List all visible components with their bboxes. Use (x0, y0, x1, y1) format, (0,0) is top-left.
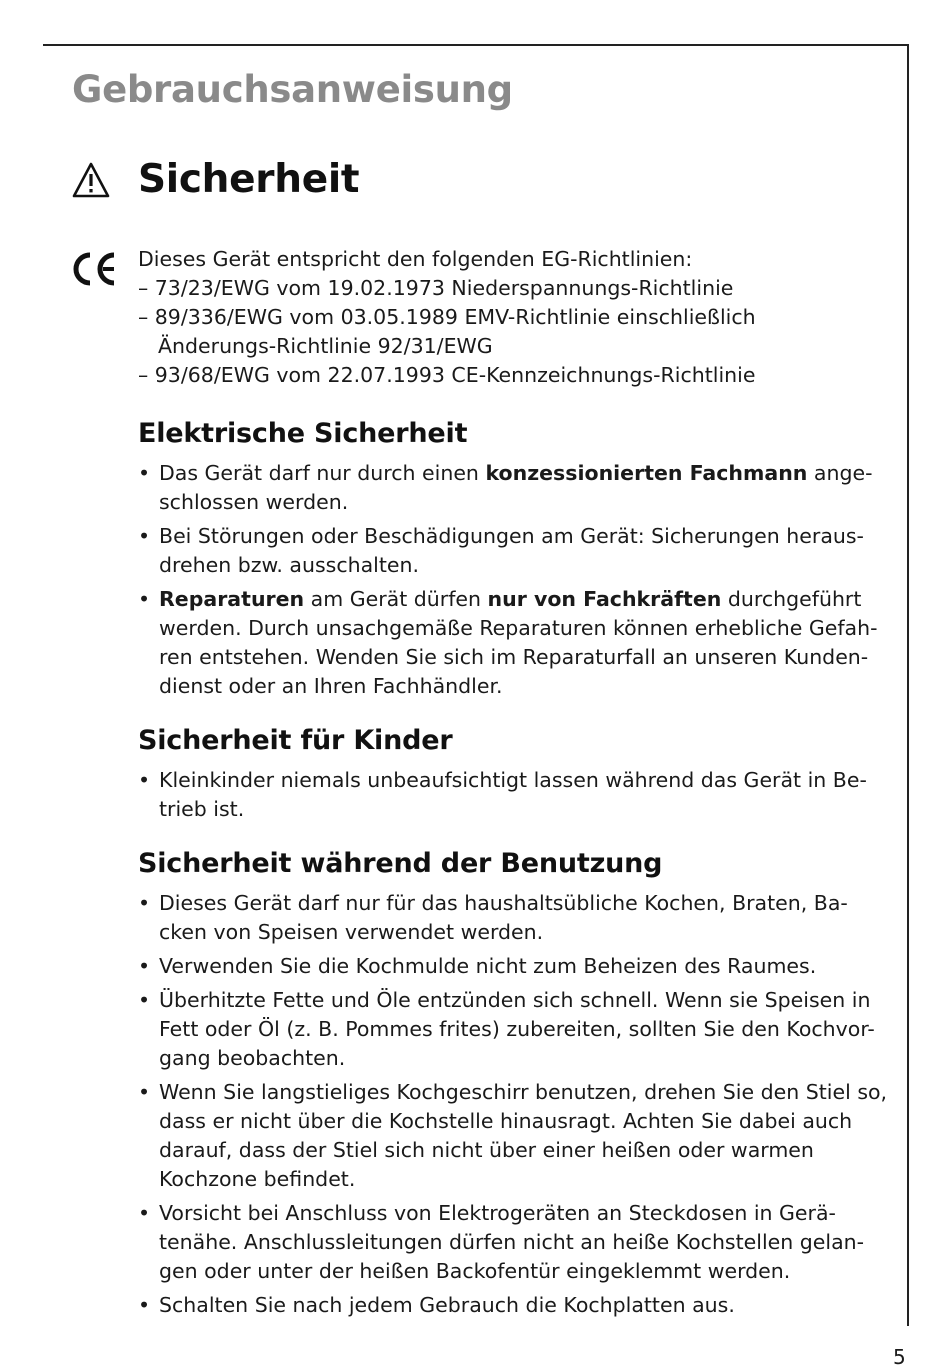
list-item (138, 1078, 890, 1194)
bullet-list (138, 766, 890, 824)
item-text: Überhitzte Fette und Öle entzünden sich schnell. Wenn sie Speisen in Fett oder Öl (z. B. Pommes frites) zubereiten, sollten Sie den Kochvor-gang beobachten. (159, 988, 875, 1070)
item-text: Das Gerät darf nur durch einen (159, 461, 486, 485)
subsections (138, 417, 890, 1320)
directive-item: – 93/68/EWG vom 22.07.1993 CE-Kennzeichnungs-Richtlinie (138, 363, 756, 387)
subsection-heading: Elektrische Sicherheit (138, 418, 468, 449)
item-text: am Gerät dürfen (304, 587, 488, 611)
item-text: Kleinkinder niemals unbeaufsichtigt lassen während das Gerät in Be-trieb ist. (159, 768, 867, 821)
item-text: Wenn Sie langstieliges Kochgeschirr benutzen, drehen Sie den Stiel so, dass er nicht über die Kochstelle hinausragt. Achten Sie dabei auch darauf, dass der Stiel sich nicht über einer heißen oder warmen Kochzone befindet. (159, 1080, 888, 1191)
content (138, 245, 890, 1325)
right-rule (907, 44, 909, 1326)
top-rule (43, 44, 909, 46)
list-item (138, 585, 890, 701)
emphasis-text: konzessionierten Fachmann (485, 461, 808, 485)
list-item (138, 459, 890, 517)
conformity-intro: Dieses Gerät entspricht den folgenden EG-Richtlinien: (138, 247, 693, 271)
document-title: Gebrauchsanweisung (72, 68, 513, 111)
list-item (138, 1291, 890, 1320)
item-text: Bei Störungen oder Beschädigungen am Gerät: Sicherungen heraus-drehen bzw. ausschalten. (159, 524, 864, 577)
conformity-statement (138, 245, 890, 390)
item-text: Dieses Gerät darf nur für das haushaltsübliche Kochen, Braten, Ba-cken von Speisen verwendet werden. (159, 891, 848, 944)
item-text: durchgeführt werden. Durch unsachgemäße Reparaturen können erhebliche Gefah-ren entstehen. Wenden Sie sich im Reparaturfall an unseren Kunden-dienst oder an Ihren Fachhändler. (159, 587, 878, 698)
page-number: 5 (893, 1345, 906, 1369)
item-text: ange-schlossen werden. (159, 461, 873, 514)
item-text: Verwenden Sie die Kochmulde nicht zum Beheizen des Raumes. (159, 954, 817, 978)
list-item (138, 1199, 890, 1286)
list-item (138, 952, 890, 981)
list-item (138, 766, 890, 824)
list-item (138, 889, 890, 947)
warning-triangle-icon (72, 162, 110, 198)
bullet-list (138, 889, 890, 1320)
list-item (138, 522, 890, 580)
directive-item: – 73/23/EWG vom 19.02.1973 Niederspannungs-Richtlinie (138, 276, 734, 300)
item-text: Vorsicht bei Anschluss von Elektrogeräten an Steckdosen in Gerä-tenähe. Anschlussleitungen dürfen nicht an heiße Kochstellen gelan-gen oder unter der heißen Backofentür eingeklemmt werden. (159, 1201, 865, 1283)
list-item (138, 986, 890, 1073)
subsection-heading: Sicherheit für Kinder (138, 725, 453, 756)
directive-item-continuation: Änderungs-Richtlinie 92/31/EWG (158, 334, 493, 358)
subsection-heading: Sicherheit während der Benutzung (138, 848, 663, 879)
item-text: Schalten Sie nach jedem Gebrauch die Kochplatten aus. (159, 1293, 735, 1317)
emphasis-text: Reparaturen (159, 587, 305, 611)
bullet-list (138, 459, 890, 701)
emphasis-text: nur von Fachkräften (487, 587, 722, 611)
ce-mark-icon (70, 251, 118, 287)
directive-item: – 89/336/EWG vom 03.05.1989 EMV-Richtlinie einschließlich (138, 305, 756, 329)
section-title: Sicherheit (138, 157, 360, 202)
